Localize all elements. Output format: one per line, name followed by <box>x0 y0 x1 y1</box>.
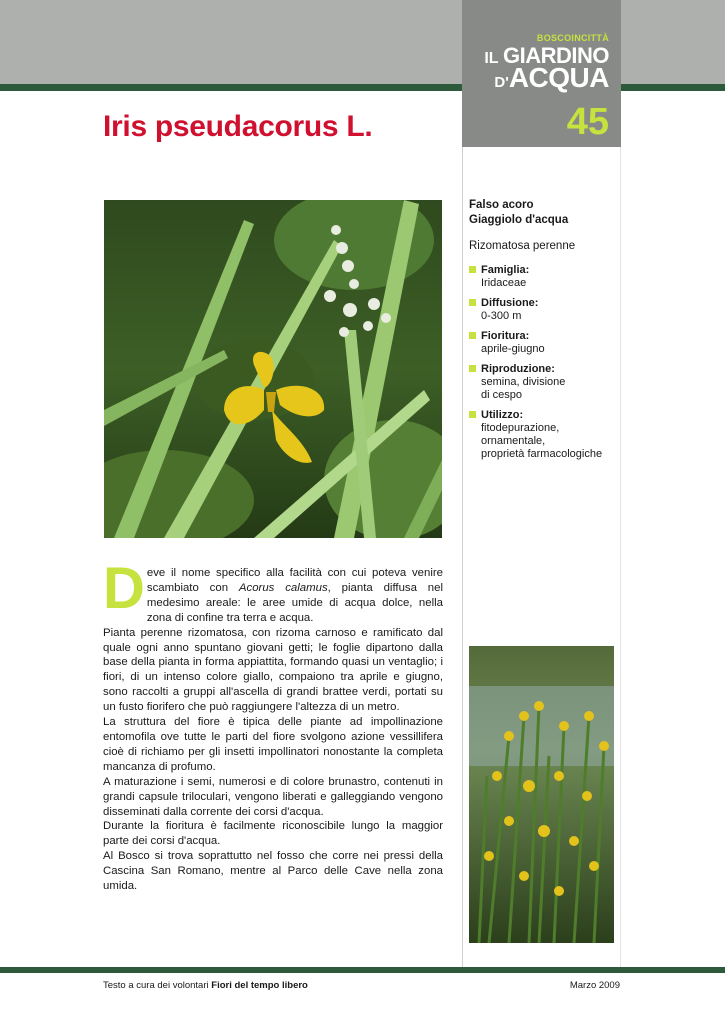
brand-acqua: ACQUA <box>508 62 609 93</box>
fact-value: fitodepurazione, ornamentale, proprietà farmacologiche <box>481 422 603 460</box>
footer-date: Marzo 2009 <box>569 980 620 991</box>
pond-photo-illustration <box>469 646 614 943</box>
fact-value: semina, divisione di cespo <box>481 376 566 401</box>
bullet-square-icon <box>469 332 476 339</box>
page-number: 45 <box>566 101 609 143</box>
fact-utilizzo <box>469 409 619 461</box>
fact-fioritura <box>469 330 619 356</box>
brand-d: D' <box>494 74 509 91</box>
paragraph-intro <box>103 556 443 626</box>
fact-value: Iridaceae <box>481 277 527 289</box>
brand-small: BOSCOINCITTÀ <box>536 33 609 43</box>
brand-il: IL <box>484 50 499 67</box>
footer-credit <box>103 980 308 991</box>
bullet-square-icon <box>469 266 476 273</box>
species-name-acorus: Acorus calamus <box>238 581 328 594</box>
fact-riproduzione <box>469 363 619 402</box>
iris-main-photo <box>104 200 442 538</box>
credit-group: Fiori del tempo libero <box>211 980 308 991</box>
bullet-square-icon <box>469 299 476 306</box>
fact-value: aprile-giugno <box>481 343 545 355</box>
bullet-square-icon <box>469 411 476 418</box>
paragraph-seeds: A maturazione i semi, numerosi e di colore brunastro, contenuti in grandi capsule triloculari, vengono liberati e galleggiando vengono disseminati dalla corrente dei corsi d'acqua. <box>103 775 443 818</box>
fact-label: Diffusione: <box>481 297 539 309</box>
fact-famiglia <box>469 264 619 290</box>
sidebar-divider-right <box>620 147 621 967</box>
series-badge <box>462 0 621 147</box>
facts-list <box>469 264 619 461</box>
article-body <box>103 556 443 894</box>
fact-label: Famiglia: <box>481 264 530 276</box>
growth-habit: Rizomatosa perenne <box>469 240 576 252</box>
fact-value: 0-300 m <box>481 310 522 322</box>
sidebar-divider <box>462 147 463 967</box>
footer-rule <box>0 967 725 973</box>
paragraph-flower: La struttura del fiore è tipica delle piante ad impollinazione entomofila ove tutte le parti del fiore svolgono azione vessillifera cioè di richiamo per gli insetti impollinatori nonostante la completa mancanza di profumo. <box>103 716 443 773</box>
credit-prefix: Testo a cura dei volontari <box>103 980 212 991</box>
paragraph-intro-a: eve il nome specifico alla facilità con cui poteva venire scambiato con <box>146 567 443 594</box>
paragraph-location: Al Bosco si trova soprattutto nel fosso che corre nei pressi della Cascina San Romano, mentre al Parco delle Cave nella zona umida. <box>103 850 443 893</box>
paragraph-blooming: Durante la fioritura è facilmente riconoscibile lungo la maggior parte dei corsi d'acqua. <box>103 820 443 848</box>
species-info-panel <box>469 198 619 468</box>
common-name-1: Falso acoro <box>469 199 534 211</box>
fact-label: Fioritura: <box>481 330 530 342</box>
iris-photo-illustration <box>104 200 442 538</box>
paragraph-description: Pianta perenne rizomatosa, con rizoma carnoso e ramificato dal quale ogni anno spuntano giovani getti; le foglie dipartono dalla base della pianta in forma appiattita, formando quasi un ventaglio; i fiori, di un intenso colore giallo, compaiono tra aprile e giugno, sono raccolti a gruppi all'ascella di grandi brattee verdi, portati su un fusto fiorifero che può raggiungere l'altezza di un metro. <box>103 626 443 714</box>
bullet-square-icon <box>469 365 476 372</box>
paragraph-intro-b: , pianta diffusa nel medesimo areale: le aree umide di acqua dolce, nella zona di confine tra terra e acqua. <box>146 581 443 624</box>
page-title: Iris pseudacorus L. <box>103 110 373 143</box>
drop-cap: D <box>103 556 145 621</box>
brand-line-2 <box>494 64 609 92</box>
fact-label: Riproduzione: <box>481 363 555 375</box>
fact-diffusione <box>469 297 619 323</box>
brand-giardino: GIARDINO <box>503 43 609 68</box>
fact-label: Utilizzo: <box>481 409 524 421</box>
iris-pond-photo <box>469 646 614 943</box>
common-name-2: Giaggiolo d'acqua <box>469 214 569 226</box>
